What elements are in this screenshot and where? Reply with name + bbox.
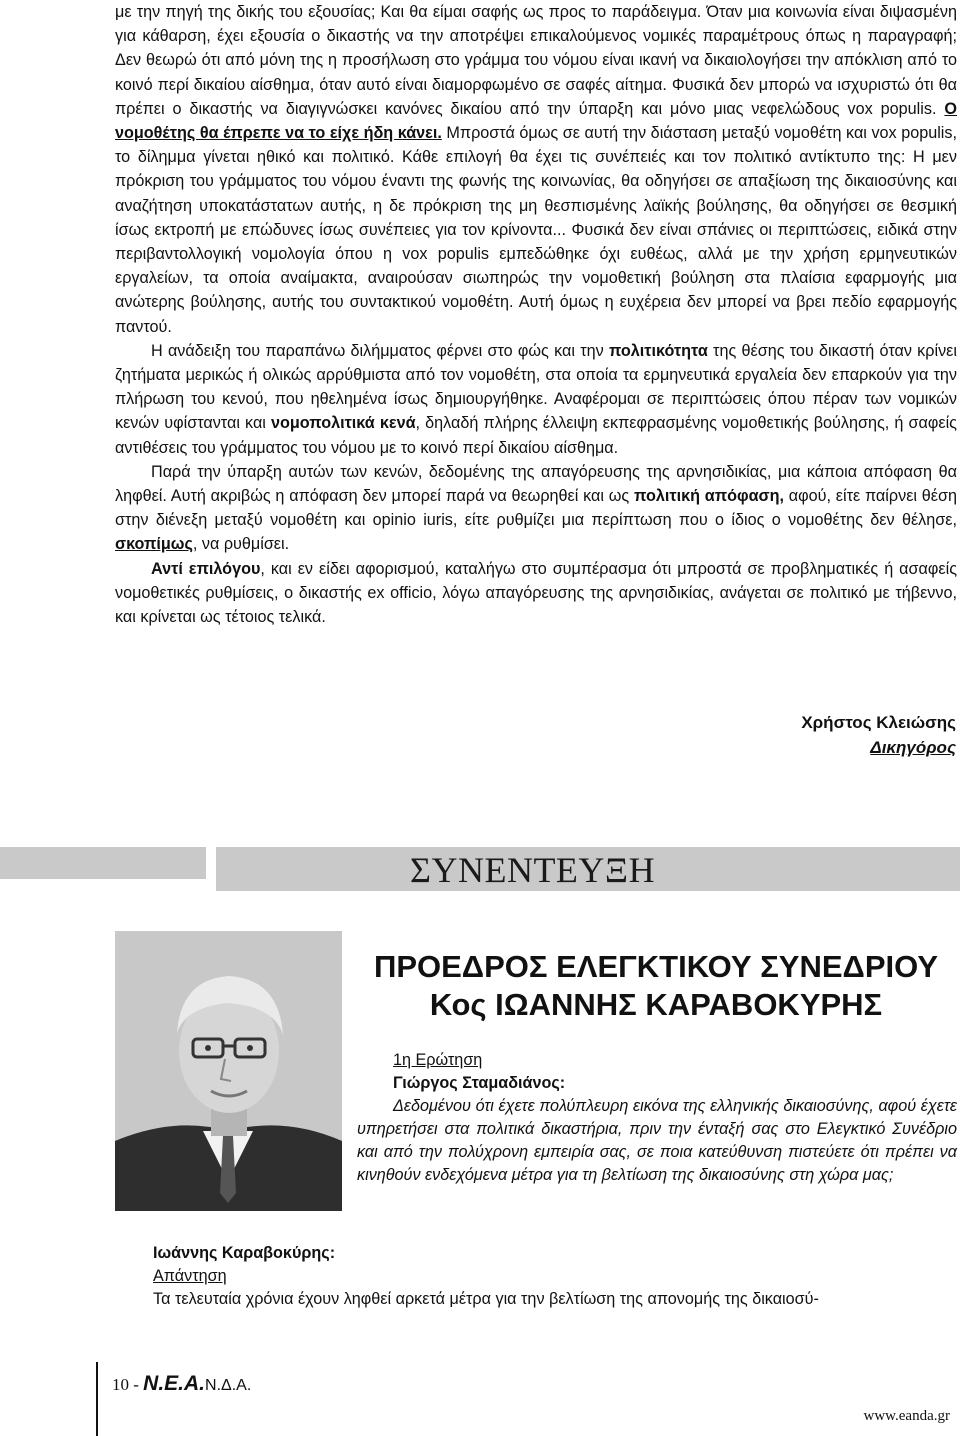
- emphasis-text: πολιτική απόφαση,: [634, 487, 784, 506]
- article-text: , να ρυθμίσει.: [192, 535, 290, 554]
- article-body: [115, 0, 957, 629]
- question-label: 1η Ερώτηση: [393, 1051, 483, 1069]
- publication-logo-suffix: Ν.Δ.Α.: [205, 1377, 252, 1394]
- article-text: Μπροστά όμως σε αυτή την διάσταση μεταξύ νομοθέτη και vox populis, το δίλημμα γίνεται ηθικό και πολιτικό. Κάθε επιλογή θα έχει τις συνέπειές και τον πολιτικό αντίκτυπο της: Η μεν πρόκριση του γράμματος του νόμου έναντι της φωνής της κοινωνίας, θα οδηγήσει σε απαξίωση της δικαιοσύνης και αναζήτηση υποκατάστατων αυτής, η δε πρόκριση της μη θεσπισμένης λαϊκής βούλησης, θα οδηγήσει σε θεσμική ίσως εκτροπή με επώδυνες ίσως συνέπειες για τον κρίνοντα... Φυσικά δεν είναι σπάνιες οι περιπτώσεις, ειδικά στην περιβαντολλογική νομολογία όπου η vox populis εμπεδώθηκε όχι ευθέως, αλλά με την χρήση ερμηνευτικών εργαλείων, τα οποία αναίμακτα, αναιρούσαν σιωπηρώς την νομοθετική βούληση στα πλαίσια εφαρμογής μια ανώτερης βούλησης, αυτής του συντακτικού νομοθέτη. Αυτή όμως η ευχέρεια δεν μπορεί να βρει πεδίο εφαρμογής παντού.: [115, 124, 957, 336]
- section-band-left: [0, 847, 206, 879]
- interview-headline: [352, 948, 960, 1024]
- article-text: Η ανάδειξη του παραπάνω διλήμματος φέρνει στο φώς και την: [151, 341, 609, 360]
- interviewee-name: Ιωάννης Καραβοκύρης:: [153, 1244, 336, 1262]
- answer-label: Απάντηση: [153, 1267, 227, 1285]
- page-number: 10 -: [112, 1375, 139, 1394]
- footer-page-info: [112, 1373, 251, 1397]
- article-text: της θέσης του δικαστή όταν κρίνει ζητήματα μερικώς ή ολικώς αρρύθμιστα από τον νομοθέτη, στα οποία τα ερμηνευτικά εργαλεία δεν επαρκούν για την πλήρωση του κενού, που ηθελημένα ίσως δημιουργήθηκε. Αναφέρομαι σε περιπτώσεις όπου πέραν των νομικών κενών υφίστανται και: [115, 341, 957, 433]
- article-text: με την πηγή της δικής του εξουσίας; Και θα είμαι σαφής ως προς το παράδειγμα. Όταν μια κοινωνία είναι διψασμένη για κάθαρση, έχει εξουσία ο δικαστής να την αποτρέψει επικαλούμενος νομικές παραμέτρους όπως η παραγραφή; Δεν θεωρώ ότι από μόνη της η προσήλωση στο γράμμα του νόμου είναι ικανή να δικαιολογήσει την απόκλιση από το κοινό περί δικαίου αίσθημα, όταν αυτό είναι διαμορφωμένο σε σαφές αίτημα. Φυσικά δεν μπορώ να ισχυριστώ ότι θα πρέπει ο δικαστής να διαγιγνώσκει κανόνες δικαίου από την ύπαρξη και μόνο μιας νεφελώδους vox populis.: [115, 3, 957, 118]
- article-paragraph-2: [115, 339, 957, 460]
- footer-website: www.eanda.gr: [863, 1408, 950, 1424]
- article-paragraph-3: [115, 460, 957, 557]
- author-name: Χρήστος Κλειώσης: [801, 713, 956, 732]
- article-text: , και εν είδει αφορισμού, καταλήγω στο συμπέρασμα ότι μπροστά σε προβληματικές ή ασαφείς νομοθετικές ρυθμίσεις, ο δικαστής ex officio, λόγω απαγόρευσης της αρνησιδικίας, ανάγεται σε πολιτικό με τήβεννο, και κρίνεται ως τέτοιος τελικά.: [115, 559, 958, 627]
- question-block: [357, 1049, 957, 1187]
- headline-line-1: ΠΡΟΕΔΡΟΣ ΕΛΕΓΚΤΙΚΟΥ ΣΥΝΕΔΡΙΟΥ: [373, 949, 939, 984]
- answer-block: [153, 1242, 959, 1311]
- answer-text: Τα τελευταία χρόνια έχουν ληφθεί αρκετά μέτρα για την βελτίωση της απονομής της δικαιοσύ-: [153, 1290, 819, 1308]
- interviewer-name: Γιώργος Σταμαδιάνος:: [393, 1074, 566, 1092]
- article-paragraph-4: [115, 557, 957, 630]
- section-title: ΣΥΝΕΝΤΕΥΞΗ: [410, 850, 656, 890]
- question-text: Δεδομένου ότι έχετε πολύπλευρη εικόνα της ελληνικής δικαιοσύνης, αφού έχετε υπηρετήσει στα πολιτικά δικαστήρια, πριν την ένταξή σας στο Ελεγκτικό Συνέδριο και από την πολύχρονη εμπειρία σας, σε ποια κατεύθυνση πιστεύετε ότι πρέπει να κινηθούν ενδεχόμενα μέτρα για τη βελτίωση της δικαιοσύνης στη χώρα μας;: [357, 1097, 957, 1184]
- emphasis-text: Αντί επιλόγου: [151, 559, 261, 578]
- article-text: , δηλαδή πλήρης έλλειψη εκπεφρασμένης νομοθετικής βούλησης, ή σαφείς αντιθέσεις του γράμματος του νόμου με το κοινό περί δικαίου αίσθημα.: [115, 414, 957, 457]
- article-text: αφού, είτε παίρνει θέση στην διένεξη μεταξύ νομοθέτη και opinio iuris, είτε ρυθμίζει μια περίπτωση που ο ίδιος ο νομοθέτης δεν θέλησε,: [115, 487, 958, 530]
- portrait-photo: [115, 931, 342, 1211]
- publication-logo: N.E.A.: [143, 1372, 206, 1395]
- author-signature: [801, 710, 956, 760]
- emphasis-text: Ο νομοθέτης θα έπρεπε να το είχε ήδη κάνει.: [115, 99, 957, 143]
- author-title: Δικηγόρος: [870, 738, 956, 757]
- article-text: Παρά την ύπαρξη αυτών των κενών, δεδομένης της απαγόρευσης της αρνησιδικίας, μια κάποια απόφαση θα ληφθεί. Αυτή ακριβώς η απόφαση δεν μπορεί παρά να θεωρηθεί και ως: [115, 462, 957, 506]
- emphasis-text: νομοπολιτικά κενά: [271, 414, 416, 433]
- footer-divider: [96, 1362, 98, 1436]
- article-paragraph-1: [115, 0, 957, 339]
- headline-line-2: Κος ΙΩΑΝΝΗΣ ΚΑΡΑΒΟΚΥΡΗΣ: [429, 987, 883, 1022]
- portrait-illustration: [115, 931, 342, 1211]
- emphasis-text: σκοπίμως: [115, 535, 193, 554]
- emphasis-text: πολιτικότητα: [608, 341, 708, 360]
